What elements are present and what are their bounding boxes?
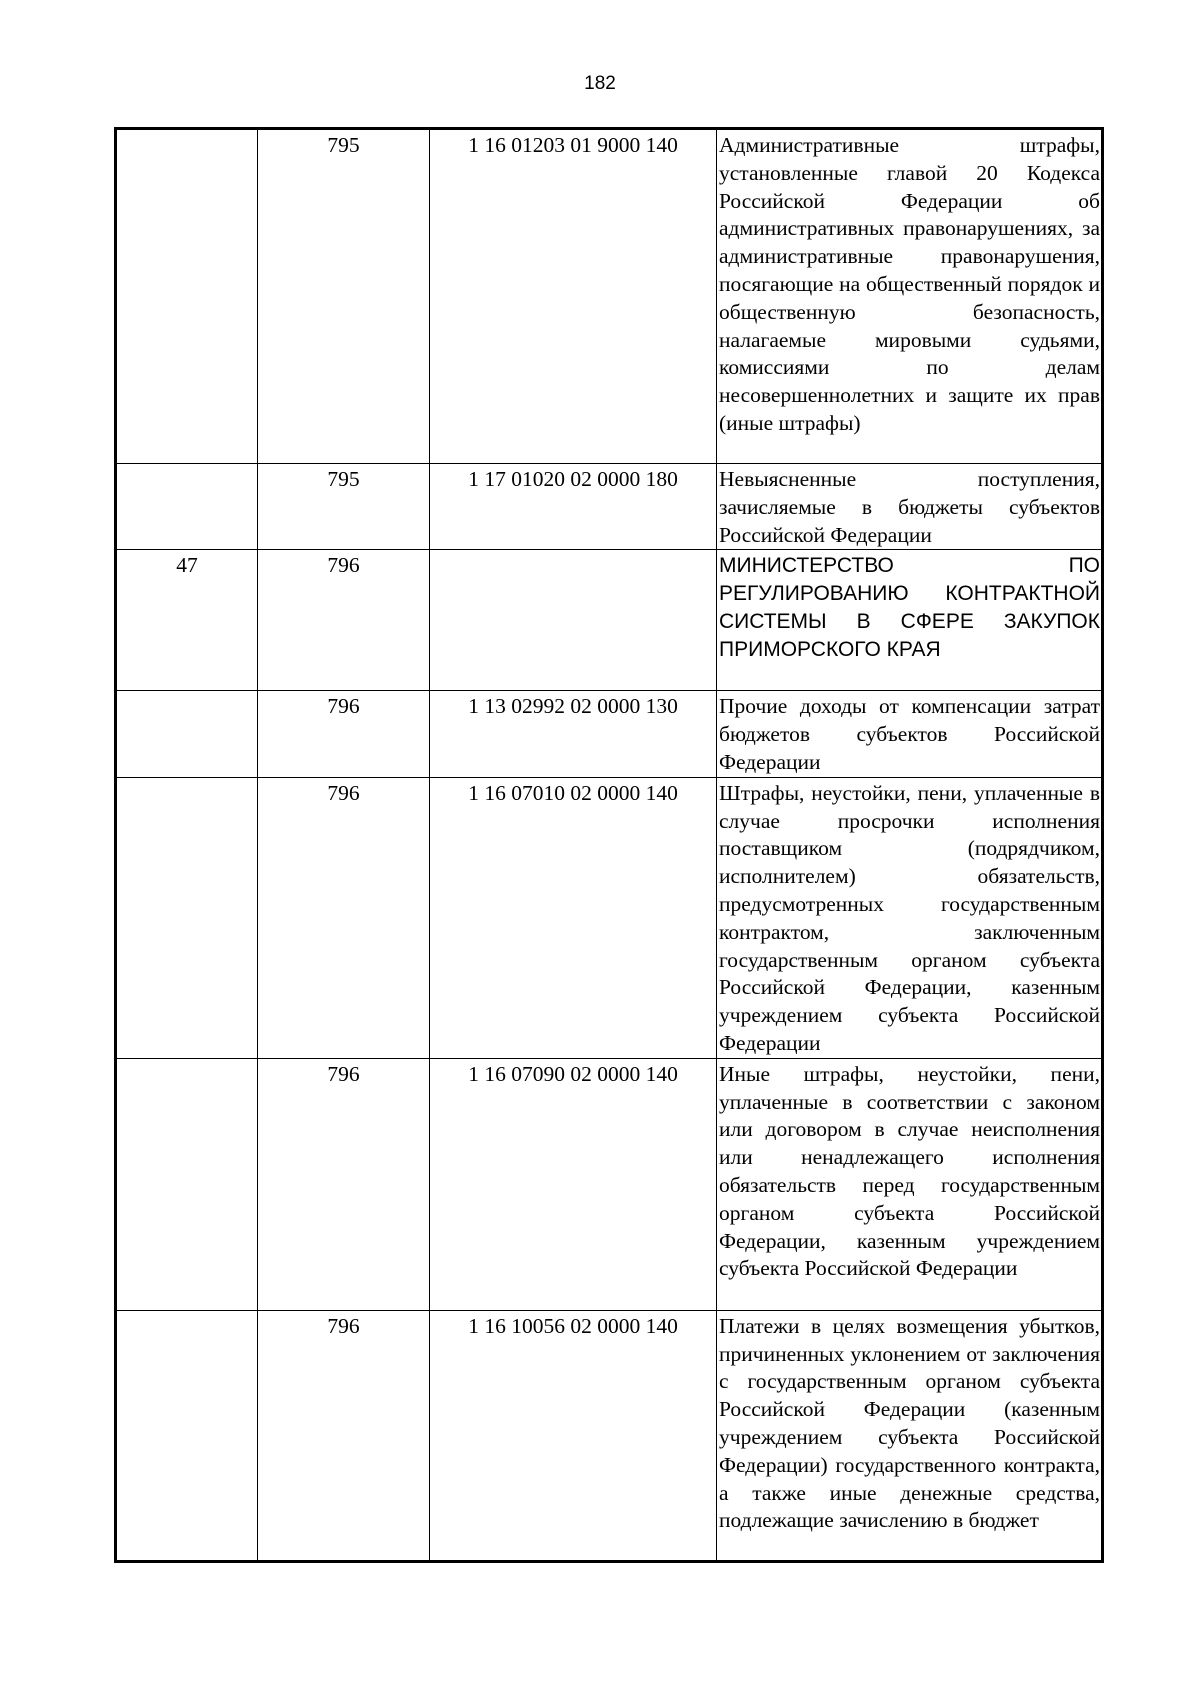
table-row [116,777,1103,1058]
revenue-name-cell: Прочие доходы от компенсации затрат бюджетов субъектов Российской Федерации [717,691,1103,777]
revenue-code-cell: 1 13 02992 02 0000 130 [430,691,717,777]
revenue-name-cell: Штрафы, неустойки, пени, уплаченные в случае просрочки исполнения поставщиком (подрядчиком, исполнителем) обязательств, предусмотренных государственным контрактом, заключенным государственным органом субъекта Российской Федерации, казенным учреждением субъекта Российской Федерации [717,777,1103,1058]
revenue-name-cell: Иные штрафы, неустойки, пени, уплаченные в соответствии с законом или договором в случае неисполнения или ненадлежащего исполнения обязательств перед государственным органом субъекта Российской Федерации, казенным учреждением субъекта Российской Федерации [717,1058,1103,1310]
ministry-name-cell: МИНИСТЕРСТВО ПО РЕГУЛИРОВАНИЮ КОНТРАКТНОЙ СИСТЕМЫ В СФЕРЕ ЗАКУПОК ПРИМОРСКОГО КРАЯ [717,550,1103,691]
row-number-cell [116,129,258,464]
revenue-name-cell: Платежи в целях возмещения убытков, причиненных уклонением от заключения с государственным органом субъекта Российской Федерации (казенным учреждением субъекта Российской Федерации) государственного контракта, а также иные денежные средства, подлежащие зачислению в бюджет [717,1310,1103,1561]
table-row [116,1058,1103,1310]
revenue-code-cell: 1 16 07090 02 0000 140 [430,1058,717,1310]
administrator-code-cell: 795 [258,464,430,550]
page-number: 182 [584,73,616,94]
table-row [116,129,1103,464]
row-number-cell [116,1058,258,1310]
row-number-cell [116,777,258,1058]
row-number-cell [116,691,258,777]
administrator-code-cell: 796 [258,777,430,1058]
administrator-code-cell: 796 [258,1058,430,1310]
revenue-name-cell: Невыясненные поступления, зачисляемые в бюджеты субъектов Российской Федерации [717,464,1103,550]
table-row [116,464,1103,550]
administrator-code-cell: 795 [258,129,430,464]
row-number-cell [116,464,258,550]
revenue-name-cell: Административные штрафы, установленные главой 20 Кодекса Российской Федерации об административных правонарушениях, за административные правонарушения, посягающие на общественный порядок и общественную безопасность, налагаемые мировыми судьями, комиссиями по делам несовершеннолетних и защите их прав (иные штрафы) [717,129,1103,464]
revenue-code-cell: 1 16 01203 01 9000 140 [430,129,717,464]
administrator-code-cell: 796 [258,1310,430,1561]
table-row [116,691,1103,777]
revenue-code-cell: 1 17 01020 02 0000 180 [430,464,717,550]
administrator-code-cell: 796 [258,550,430,691]
row-number-cell: 47 [116,550,258,691]
administrator-code-cell: 796 [258,691,430,777]
table-row [116,550,1103,691]
revenue-code-cell [430,550,717,691]
revenue-code-cell: 1 16 10056 02 0000 140 [430,1310,717,1561]
revenue-code-cell: 1 16 07010 02 0000 140 [430,777,717,1058]
row-number-cell [116,1310,258,1561]
budget-revenue-table [114,127,1104,1563]
table-row [116,1310,1103,1561]
